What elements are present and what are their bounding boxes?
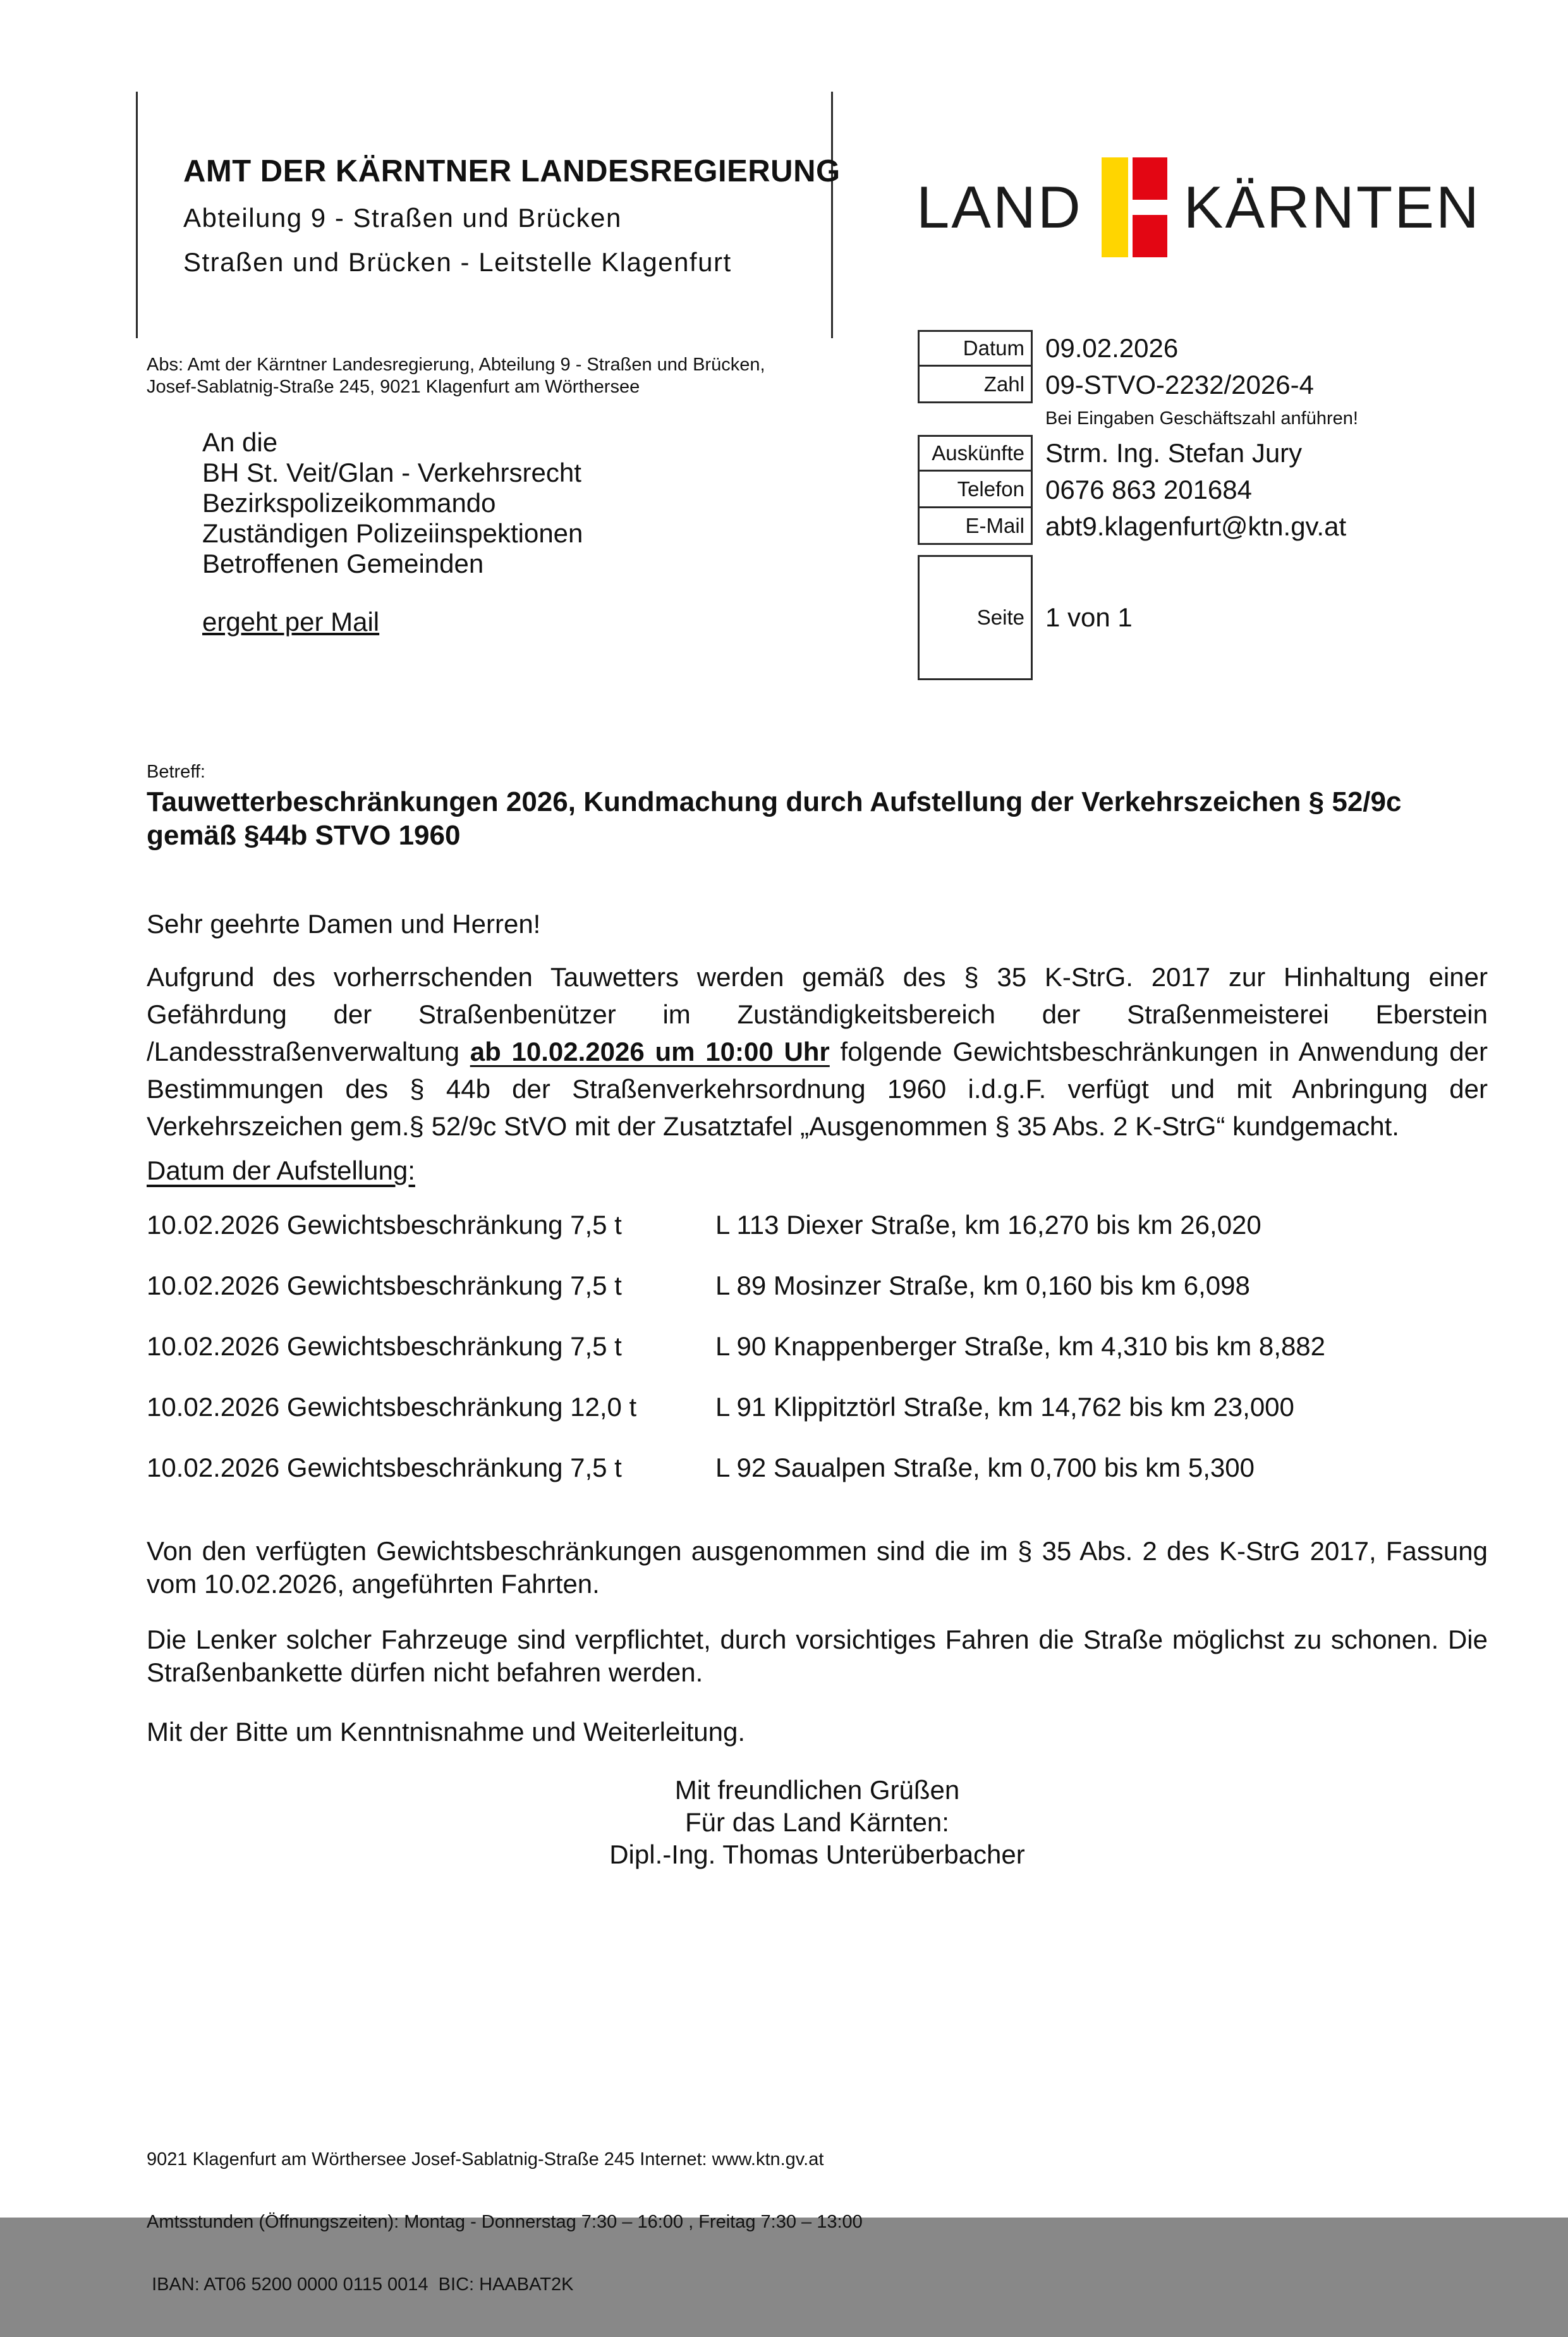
datum-label: Datum <box>918 330 1033 367</box>
recipient-line: Bezirkspolizeikommando <box>202 488 496 518</box>
flag-red-square-bottom <box>1133 215 1167 257</box>
table-row <box>147 1333 1488 1360</box>
zahl-label: Zahl <box>918 367 1033 403</box>
row-road: L 92 Saualpen Straße, km 0,700 bis km 5,300 <box>715 1453 1255 1482</box>
flag-red-square-top <box>1133 157 1167 200</box>
delivery-note: ergeht per Mail <box>202 607 380 637</box>
meta-row-datum <box>918 330 1314 367</box>
recipient-line: Zuständigen Polizeiinspektionen <box>202 518 583 548</box>
sender-line: Abs: Amt der Kärntner Landesregierung, Abteilung 9 - Straßen und Brücken, Josef-Sablatnig-Straße 245, 9021 Klagenfurt am Wörthersee <box>147 355 765 397</box>
email-value: abt9.klagenfurt@ktn.gv.at <box>1045 511 1347 541</box>
recipient-line: BH St. Veit/Glan - Verkehrsrecht <box>202 458 581 487</box>
body-paragraph-3: Die Lenker solcher Fahrzeuge sind verpflichtet, durch vorsichtiges Fahren die Straße möglichst zu schonen. Die Straßenbankette dürfen nicht befahren werden. <box>147 1625 1488 1687</box>
table-row <box>147 1393 1488 1421</box>
recipient-line: Betroffenen Gemeinden <box>202 549 484 578</box>
flag-red-squares <box>1133 157 1167 257</box>
restrictions-table <box>147 1211 1488 1515</box>
seite-label-box: Seite <box>918 555 1033 680</box>
table-row <box>147 1272 1488 1300</box>
closing-on-behalf: Für das Land Kärnten: <box>685 1807 949 1837</box>
letterhead-department: Abteilung 9 - Straßen und Brücken <box>183 203 622 233</box>
row-restriction: 10.02.2026 Gewichtsbeschränkung 7,5 t <box>147 1271 622 1300</box>
seite-value: 1 von 1 <box>1045 602 1133 632</box>
salutation: Sehr geehrte Damen und Herren! <box>147 909 541 939</box>
auskuenfte-label: Auskünfte <box>918 435 1033 472</box>
footer-bank-line: IBAN: AT06 5200 0000 0115 0014 BIC: HAABAT2K <box>147 2274 574 2295</box>
body-paragraph-2: Von den verfügten Gewichtsbeschränkungen ausgenommen sind die im § 35 Abs. 2 des K-StrG 2017, Fassung vom 10.02.2026, angeführten Fahrten. <box>147 1536 1488 1599</box>
table-row <box>147 1454 1488 1482</box>
logo-word-kaernten: KÄRNTEN <box>1183 174 1481 240</box>
auskuenfte-value: Strm. Ing. Stefan Jury <box>1045 438 1303 468</box>
meta-row-email <box>918 508 1346 545</box>
table-row <box>147 1211 1488 1239</box>
row-restriction: 10.02.2026 Gewichtsbeschränkung 12,0 t <box>147 1392 637 1422</box>
meta-row-telefon <box>918 472 1346 508</box>
signer-name: Dipl.-Ing. Thomas Unterüberbacher <box>609 1840 1025 1869</box>
letterhead-title: AMT DER KÄRNTNER LANDESREGIERUNG <box>183 154 841 188</box>
row-restriction: 10.02.2026 Gewichtsbeschränkung 7,5 t <box>147 1453 622 1482</box>
closing-greeting: Mit freundlichen Grüßen <box>674 1775 960 1805</box>
meta-row-auskuenfte <box>918 435 1346 472</box>
row-road: L 89 Mosinzer Straße, km 0,160 bis km 6,098 <box>715 1271 1250 1300</box>
closing-block <box>147 1774 1488 1870</box>
geschaeftszahl-note: Bei Eingaben Geschäftszahl anführen! <box>1045 408 1358 429</box>
land-kaernten-logo <box>916 157 1481 258</box>
kaernten-flag-icon <box>1102 157 1167 257</box>
row-road: L 91 Klippitztörl Straße, km 14,762 bis km 23,000 <box>715 1392 1294 1422</box>
telefon-value: 0676 863 201684 <box>1045 475 1252 504</box>
email-label: E-Mail <box>918 508 1033 545</box>
telefon-label: Telefon <box>918 472 1033 508</box>
row-road: L 113 Diexer Straße, km 16,270 bis km 26,020 <box>715 1210 1261 1240</box>
row-restriction: 10.02.2026 Gewichtsbeschränkung 7,5 t <box>147 1210 622 1240</box>
meta-row-zahl <box>918 367 1314 403</box>
meta-date-group <box>918 330 1314 403</box>
recipient-line: An die <box>202 427 278 457</box>
list-heading: Datum der Aufstellung: <box>147 1156 415 1185</box>
zahl-value: 09-STVO-2232/2026-4 <box>1045 370 1314 400</box>
row-restriction: 10.02.2026 Gewichtsbeschränkung 7,5 t <box>147 1331 622 1361</box>
effective-date-emphasis: ab 10.02.2026 um 10:00 Uhr <box>470 1037 830 1066</box>
paragraph-text: Aufgrund des vorherrschenden Tauwetters werden gemäß des § 35 K-StrG. 2017 zur Hinhaltung einer Gefährdung der Straßenbenützer im Zuständigkeitsbereich der Straßenmeisterei Eberstein /Landesstraßenverwaltung <box>147 962 1488 1066</box>
recipient-block <box>202 427 583 579</box>
datum-value: 09.02.2026 <box>1045 333 1179 363</box>
meta-contact-group <box>918 435 1346 545</box>
letterhead <box>136 92 841 338</box>
footer <box>147 2108 1411 2337</box>
paragraph-text: folgende Gewichtsbeschränkungen in Anwendung der Bestimmungen des § 44b der Straßenverkehrsordnung 1960 i.d.g.F. verfügt und mit Anbringung der Verkehrszeichen gem.§ 52/9c StVO mit der Zusatztafel „Ausgenommen § 35 Abs. 2 K-StrG“ kundgemacht. <box>147 1037 1488 1141</box>
body-paragraph-4: Mit der Bitte um Kenntnisnahme und Weiterleitung. <box>147 1717 746 1747</box>
subject-label: Betreff: <box>147 762 205 782</box>
letterhead-unit: Straßen und Brücken - Leitstelle Klagenfurt <box>183 247 732 277</box>
subject-text: Tauwetterbeschränkungen 2026, Kundmachung durch Aufstellung der Verkehrszeichen § 52/9c gemäß §44b STVO 1960 <box>147 786 1402 851</box>
flag-yellow-bar <box>1102 157 1128 257</box>
footer-hours-line: Amtsstunden (Öffnungszeiten): Montag - Donnerstag 7:30 – 16:00 , Freitag 7:30 – 13:00 <box>147 2212 863 2232</box>
footer-address-line: 9021 Klagenfurt am Wörthersee Josef-Sablatnig-Straße 245 Internet: www.ktn.gv.at <box>147 2149 824 2169</box>
row-road: L 90 Knappenberger Straße, km 4,310 bis km 8,882 <box>715 1331 1326 1361</box>
body-paragraph-1 <box>147 958 1488 1145</box>
logo-word-land: LAND <box>916 174 1083 240</box>
